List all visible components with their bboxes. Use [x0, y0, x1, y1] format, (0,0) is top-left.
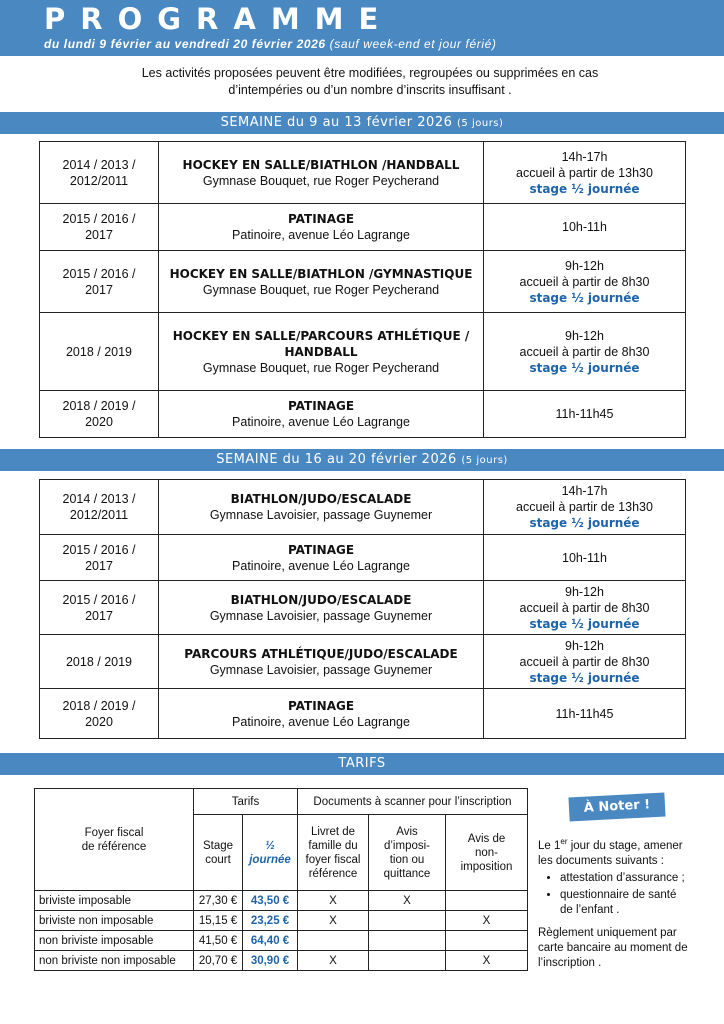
- table-row: [35, 891, 528, 911]
- doc-non-imposition: [446, 931, 528, 951]
- header-banner: [0, 0, 724, 56]
- years-cell: 2018 / 2019: [40, 635, 159, 689]
- table-row: [35, 931, 528, 951]
- tarifs-table: [34, 788, 528, 971]
- activity-cell: HOCKEY EN SALLE/BIATHLON /GYMNASTIQUE Gymnase Bouquet, rue Roger Peycherand: [159, 251, 484, 313]
- week1-title: SEMAINE du 9 au 13 février 2026: [220, 115, 453, 130]
- week2-schedule-table: [39, 479, 686, 739]
- time-cell: 14h-17h accueil à partir de 13h30 stage ½ journée: [484, 480, 686, 535]
- years-cell: 2014 / 2013 / 2012/2011: [40, 480, 159, 535]
- half-day-header: ½ journée: [243, 815, 298, 891]
- tarifs-title: TARIFS: [338, 756, 386, 771]
- time-cell: 9h-12h accueil à partir de 8h30 stage ½ journée: [484, 635, 686, 689]
- table-row: [40, 251, 686, 313]
- payment-note: Règlement uniquement par carte bancaire au moment de l’inscription .: [538, 926, 688, 969]
- table-row: [40, 142, 686, 204]
- tarifs-header: Tarifs: [194, 789, 298, 815]
- table-row: [40, 391, 686, 438]
- years-cell: 2018 / 2019 / 2020: [40, 689, 159, 739]
- foyer-label: non briviste non imposable: [35, 951, 194, 971]
- page-subtitle: [44, 37, 496, 51]
- tarifs-band: [0, 753, 724, 775]
- doc-avis: [369, 931, 446, 951]
- price-half-day: 30,90 €: [243, 951, 298, 971]
- note-badge: À Noter !: [568, 793, 665, 822]
- price-court: 15,15 €: [194, 911, 243, 931]
- date-range: du lundi 9 février au vendredi 20 février 2026: [44, 37, 326, 51]
- years-cell: 2015 / 2016 / 2017: [40, 535, 159, 581]
- time-cell: 9h-12h accueil à partir de 8h30 stage ½ journée: [484, 313, 686, 391]
- list-item: • attestation d’assurance ;: [560, 871, 692, 886]
- time-cell: 9h-12h accueil à partir de 8h30 stage ½ journée: [484, 251, 686, 313]
- time-cell: 11h-11h45: [484, 391, 686, 438]
- price-court: 20,70 €: [194, 951, 243, 971]
- table-row: [35, 951, 528, 971]
- years-cell: 2018 / 2019 / 2020: [40, 391, 159, 438]
- intro-line: Les activités proposées peuvent être modifiées, regroupées ou supprimées en cas: [141, 66, 599, 80]
- activity-cell: PARCOURS ATHLÉTIQUE/JUDO/ESCALADE Gymnase Lavoisier, passage Guynemer: [159, 635, 484, 689]
- table-row: [40, 204, 686, 251]
- time-cell: 10h-11h: [484, 535, 686, 581]
- week2-days: (5 jours): [461, 455, 508, 466]
- doc-non-imposition: X: [446, 951, 528, 971]
- years-cell: 2018 / 2019: [40, 313, 159, 391]
- foyer-label: non briviste imposable: [35, 931, 194, 951]
- week1-schedule-table: [39, 141, 686, 438]
- non-imposition-header: Avis de non- imposition: [446, 815, 528, 891]
- time-cell: 14h-17h accueil à partir de 13h30 stage ½ journée: [484, 142, 686, 204]
- doc-avis: X: [369, 891, 446, 911]
- table-row: [40, 635, 686, 689]
- activity-cell: HOCKEY EN SALLE/PARCOURS ATHLÉTIQUE / HANDBALL Gymnase Bouquet, rue Roger Peycherand: [159, 313, 484, 391]
- doc-avis: [369, 951, 446, 971]
- note-panel: [538, 834, 692, 971]
- doc-non-imposition: [446, 891, 528, 911]
- table-header-row: [35, 789, 528, 815]
- week2-title: SEMAINE du 16 au 20 février 2026: [216, 452, 457, 467]
- time-cell: 10h-11h: [484, 204, 686, 251]
- note-intro: Le 1er jour du stage, amener les documents suivants :: [538, 837, 683, 867]
- document-list: [538, 871, 692, 918]
- week2-band: [0, 449, 724, 471]
- list-item: • questionnaire de santé de l’enfant .: [560, 888, 692, 918]
- doc-livret: X: [298, 911, 369, 931]
- foyer-label: briviste imposable: [35, 891, 194, 911]
- years-cell: 2014 / 2013 / 2012/2011: [40, 142, 159, 204]
- stage-court-header: Stage court: [194, 815, 243, 891]
- date-note: (sauf week-end et jour férié): [329, 37, 497, 51]
- price-half-day: 43,50 €: [243, 891, 298, 911]
- doc-livret: X: [298, 891, 369, 911]
- price-half-day: 23,25 €: [243, 911, 298, 931]
- years-cell: 2015 / 2016 / 2017: [40, 251, 159, 313]
- time-cell: 11h-11h45: [484, 689, 686, 739]
- avis-header: Avis d’imposi- tion ou quittance: [369, 815, 446, 891]
- foyer-header: Foyer fiscal de référence: [35, 789, 194, 891]
- activity-cell: PATINAGE Patinoire, avenue Léo Lagrange: [159, 689, 484, 739]
- table-row: [35, 911, 528, 931]
- table-row: [40, 535, 686, 581]
- livret-header: Livret de famille du foyer fiscal référence: [298, 815, 369, 891]
- week1-band: [0, 112, 724, 134]
- doc-livret: [298, 931, 369, 951]
- foyer-label: briviste non imposable: [35, 911, 194, 931]
- page-title: PROGRAMME: [44, 2, 394, 36]
- activity-cell: BIATHLON/JUDO/ESCALADE Gymnase Lavoisier, passage Guynemer: [159, 581, 484, 635]
- years-cell: 2015 / 2016 / 2017: [40, 204, 159, 251]
- intro-notice: [90, 65, 650, 99]
- activity-cell: PATINAGE Patinoire, avenue Léo Lagrange: [159, 204, 484, 251]
- time-cell: 9h-12h accueil à partir de 8h30 stage ½ journée: [484, 581, 686, 635]
- price-court: 41,50 €: [194, 931, 243, 951]
- price-court: 27,30 €: [194, 891, 243, 911]
- doc-avis: [369, 911, 446, 931]
- years-cell: 2015 / 2016 / 2017: [40, 581, 159, 635]
- activity-cell: BIATHLON/JUDO/ESCALADE Gymnase Lavoisier, passage Guynemer: [159, 480, 484, 535]
- table-row: [40, 689, 686, 739]
- activity-cell: PATINAGE Patinoire, avenue Léo Lagrange: [159, 391, 484, 438]
- documents-header: Documents à scanner pour l’inscription: [298, 789, 528, 815]
- intro-line: d’intempéries ou d’un nombre d’inscrits insuffisant .: [228, 83, 512, 97]
- table-row: [40, 313, 686, 391]
- table-row: [40, 480, 686, 535]
- activity-cell: HOCKEY EN SALLE/BIATHLON /HANDBALL Gymnase Bouquet, rue Roger Peycherand: [159, 142, 484, 204]
- activity-cell: PATINAGE Patinoire, avenue Léo Lagrange: [159, 535, 484, 581]
- price-half-day: 64,40 €: [243, 931, 298, 951]
- table-row: [40, 581, 686, 635]
- week1-days: (5 jours): [457, 118, 504, 129]
- doc-non-imposition: X: [446, 911, 528, 931]
- doc-livret: X: [298, 951, 369, 971]
